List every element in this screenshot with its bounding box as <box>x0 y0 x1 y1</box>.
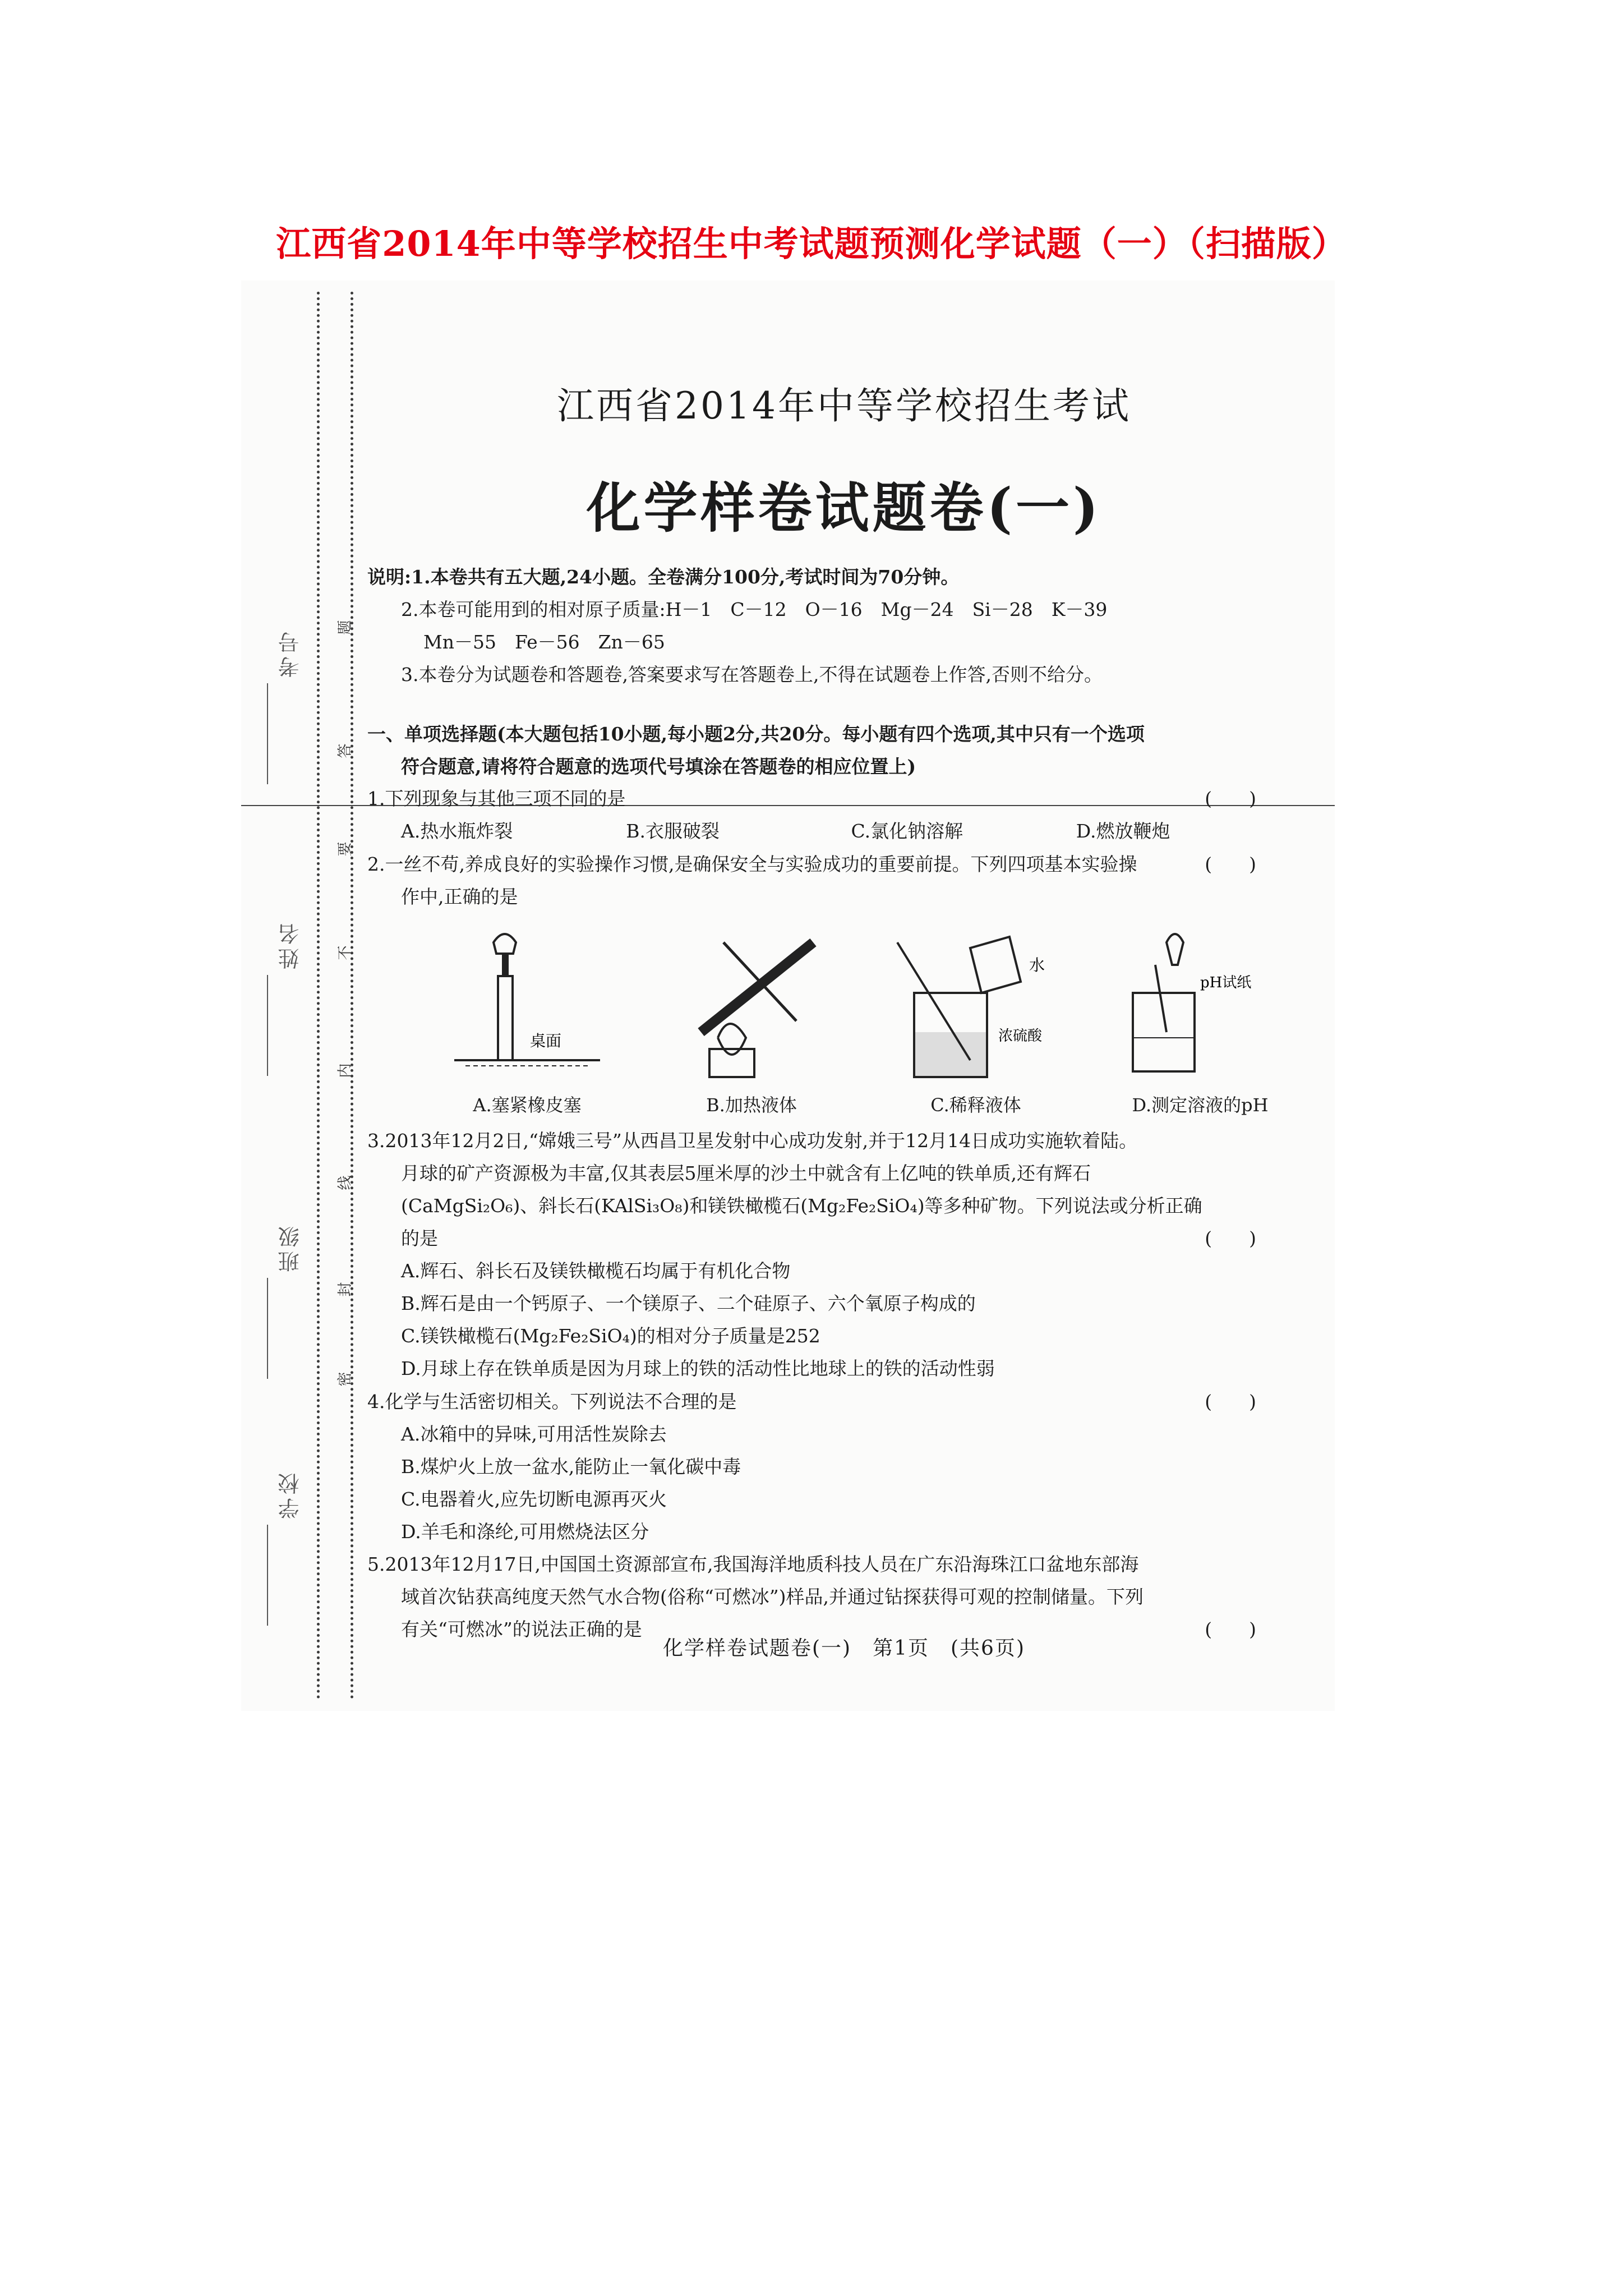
answer-parentheses: ( ) <box>1205 788 1256 809</box>
option-b: B.辉石是由一个钙原子、一个镁原子、二个硅原子、六个氧原子构成的 <box>401 1292 976 1314</box>
option-row <box>367 815 1301 848</box>
scanned-exam-page <box>241 280 1335 1711</box>
option-c: C.电器着火,应先切断电源再灭火 <box>401 1488 667 1510</box>
question-stem: 有关“可燃冰”的说法正确的是 <box>401 1618 642 1640</box>
question-stem: 的是 <box>401 1227 438 1249</box>
answer-parentheses: ( ) <box>1205 853 1256 875</box>
heating-illustration <box>656 920 847 1088</box>
instruction-line: 3.本卷分为试题卷和答题卷,答案要求写在答题卷上,不得在试题卷上作答,否则不给分。 <box>401 664 1103 685</box>
option-c: C.氯化钠溶解 <box>851 820 963 842</box>
option-d: D.月球上存在铁单质是因为月球上的铁的活动性比地球上的铁的活动性弱 <box>401 1358 995 1379</box>
side-label-class: 班级 <box>275 1223 306 1272</box>
figure-caption: C.稀释液体 <box>930 1094 1021 1116</box>
page-footer: 化学样卷试题卷(一) 第1页 (共6页) <box>663 1637 1025 1660</box>
question-4 <box>367 1386 1301 1548</box>
seal-char: 封 <box>336 1282 354 1297</box>
figure-b <box>656 920 847 1122</box>
option-d: D.羊毛和涤纶,可用燃烧法区分 <box>401 1521 649 1543</box>
option-a: A.热水瓶炸裂 <box>401 820 513 842</box>
desk-label: 桌面 <box>530 1032 562 1050</box>
question-stem: 域首次钻获高纯度天然气水合物(俗称“可燃冰”)样品,并通过钻探获得可观的控制储量。下列 <box>401 1586 1144 1608</box>
question-stem: 月球的矿产资源极为丰富,仅其表层5厘米厚的沙土中就含有上亿吨的铁单质,还有辉石 <box>401 1162 1091 1184</box>
seal-char: 答 <box>336 743 354 758</box>
question-stem: (CaMgSi₂O₆)、斜长石(KAlSi₃O₈)和镁铁橄榄石(Mg₂Fe₂SiO₄)等多种矿物。下列说法或分析正确 <box>401 1195 1202 1217</box>
figure-caption: A.塞紧橡皮塞 <box>473 1094 582 1116</box>
question-3 <box>367 1125 1301 1385</box>
option-b: B.煤炉火上放一盆水,能防止一氧化碳中毒 <box>401 1456 741 1478</box>
section-line: 一、单项选择题(本大题包括10小题,每小题2分,共20分。每小题有四个选项,其中只有一个选项 <box>367 723 1145 745</box>
figure-caption: B.加热液体 <box>706 1094 797 1116</box>
option-c: C.镁铁橄榄石(Mg₂Fe₂SiO₄)的相对分子质量是252 <box>401 1325 820 1347</box>
acid-label: 浓硫酸 <box>998 1028 1043 1045</box>
binding-dotted-line <box>351 292 353 1700</box>
side-label-school: 学校 <box>275 1470 306 1519</box>
section-line: 符合题意,请将符合题意的选项代号填涂在答题卷的相应位置上) <box>401 756 916 777</box>
question-2 <box>367 848 1301 913</box>
question-stem: 3.2013年12月2日,“嫦娥三号”从西昌卫星发射中心成功发射,并于12月14日成功实施软着陆。 <box>367 1130 1138 1152</box>
question-1 <box>367 783 1301 848</box>
question-stem: 4.化学与生活密切相关。下列说法不合理的是 <box>367 1391 737 1412</box>
question-5 <box>367 1548 1301 1646</box>
option-b: B.衣服破裂 <box>626 820 720 842</box>
option-a: A.冰箱中的异味,可用活性炭除去 <box>401 1423 667 1445</box>
seal-char: 内 <box>336 1063 354 1078</box>
ph-test-illustration <box>1105 920 1295 1088</box>
figure-c <box>880 920 1071 1122</box>
seal-char: 密 <box>336 1372 354 1387</box>
document-title: 江西省2014年中等学校招生中考试题预测化学试题（一）（扫描版） <box>276 223 1347 264</box>
stopper-illustration <box>432 920 623 1088</box>
instructions <box>367 561 1301 691</box>
figure-a <box>432 920 623 1122</box>
question-stem: 5.2013年12月17日,中国国土资源部宣布,我国海洋地质科技人员在广东沿海珠江口盆地东部海 <box>367 1553 1139 1575</box>
answer-parentheses: ( ) <box>1205 1618 1256 1640</box>
water-label: 水 <box>1029 956 1045 974</box>
instruction-line: 2.本卷可能用到的相对原子质量:H－1 C－12 O－16 Mg－24 Si－28 K－39 <box>401 599 1108 620</box>
diluting-illustration <box>880 920 1071 1088</box>
seal-char: 不 <box>336 945 354 960</box>
instruction-line: 说明:1.本卷共有五大题,24小题。全卷满分100分,考试时间为70分钟。 <box>367 566 960 588</box>
section-one-heading <box>367 718 1301 783</box>
exam-header: 江西省2014年中等学校招生考试 <box>557 384 1131 427</box>
question-stem: 1.下列现象与其他三项不同的是 <box>367 788 626 809</box>
answer-parentheses: ( ) <box>1205 1391 1256 1412</box>
seal-char: 要 <box>336 841 354 857</box>
figure-caption: D.测定溶液的pH <box>1132 1094 1269 1116</box>
seal-char: 线 <box>336 1175 354 1190</box>
option-a: A.辉石、斜长石及镁铁橄榄石均属于有机化合物 <box>401 1260 791 1282</box>
answer-parentheses: ( ) <box>1205 1227 1256 1249</box>
side-label-name: 姓名 <box>275 920 306 969</box>
exam-title: 化学样卷试题卷(一) <box>586 476 1102 540</box>
side-label-exam-number: 考号 <box>275 628 306 678</box>
experiment-figures <box>432 920 1329 1122</box>
binding-dotted-line <box>317 292 320 1700</box>
question-stem: 作中,正确的是 <box>401 886 518 908</box>
option-d: D.燃放鞭炮 <box>1076 820 1170 842</box>
figure-d <box>1105 920 1295 1122</box>
question-stem: 2.一丝不苟,养成良好的实验操作习惯,是确保安全与实验成功的重要前提。下列四项基本实验操 <box>367 853 1137 875</box>
instruction-line: Mn－55 Fe－56 Zn－65 <box>423 631 665 653</box>
seal-char: 题 <box>336 620 354 635</box>
ph-paper-label: pH试纸 <box>1200 974 1252 991</box>
